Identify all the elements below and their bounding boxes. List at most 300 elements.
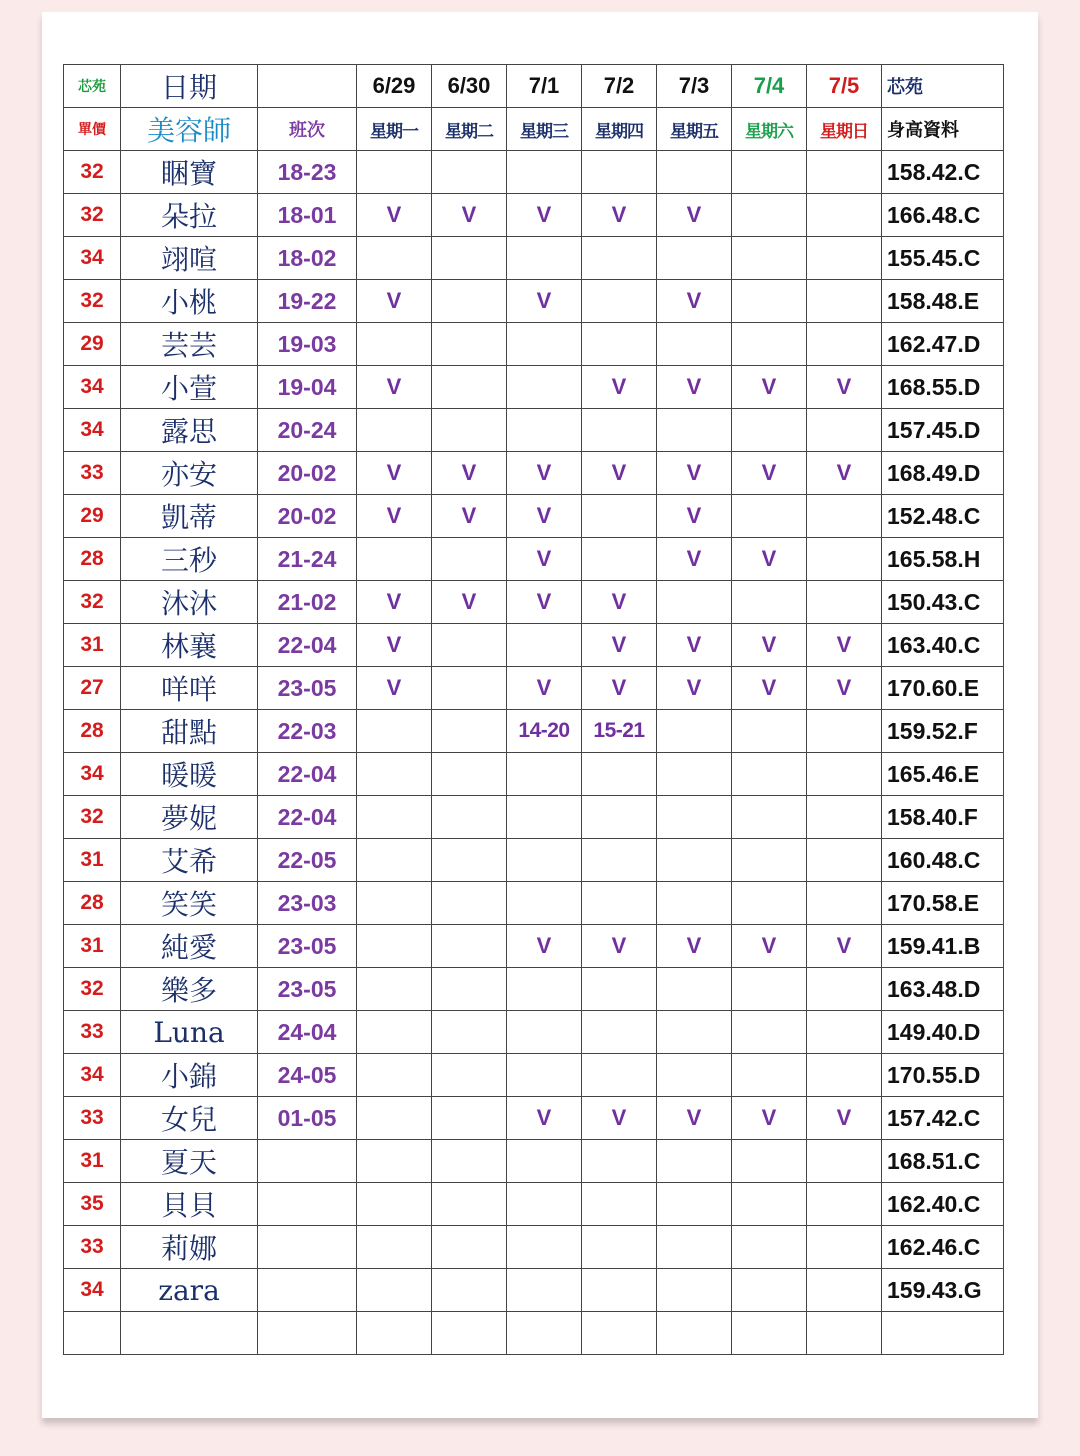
stylist-name-cell: 甜點	[121, 710, 258, 753]
day-mark-cell: V	[807, 366, 882, 409]
day-mark-cell	[807, 710, 882, 753]
stylist-name-cell: 夏天	[121, 1140, 258, 1183]
shift-cell	[258, 1312, 357, 1355]
day-mark-cell: V	[732, 1097, 807, 1140]
day-mark-cell	[432, 667, 507, 710]
stylist-name-cell: 芸芸	[121, 323, 258, 366]
stylist-name-cell: 小萱	[121, 366, 258, 409]
shift-cell	[258, 1269, 357, 1312]
height-data-cell: 159.43.G	[882, 1269, 1004, 1312]
day-mark-cell	[432, 925, 507, 968]
day-mark-cell	[807, 581, 882, 624]
day-mark-cell	[732, 495, 807, 538]
day-mark-cell	[357, 882, 432, 925]
day-mark-cell	[657, 1312, 732, 1355]
day-mark-cell	[507, 1226, 582, 1269]
table-row	[64, 581, 1004, 624]
day-mark-cell	[657, 882, 732, 925]
unit-price-cell: 28	[64, 710, 121, 753]
table-row	[64, 796, 1004, 839]
day-mark-cell	[507, 1312, 582, 1355]
day-mark-cell	[357, 796, 432, 839]
date-label: 日期	[121, 65, 258, 108]
day-mark-cell	[732, 409, 807, 452]
unit-price-cell: 34	[64, 1269, 121, 1312]
header-row-weekdays	[64, 108, 1004, 151]
day-mark-cell	[657, 796, 732, 839]
day-mark-cell: V	[807, 1097, 882, 1140]
height-data-cell: 150.43.C	[882, 581, 1004, 624]
weekday-header-sunday: 星期日	[807, 108, 882, 151]
date-header-sunday: 7/5	[807, 65, 882, 108]
day-mark-cell: V	[432, 581, 507, 624]
day-mark-cell	[807, 1226, 882, 1269]
height-data-cell: 158.42.C	[882, 151, 1004, 194]
day-mark-cell	[507, 796, 582, 839]
unit-price-cell: 32	[64, 194, 121, 237]
day-mark-cell: V	[582, 194, 657, 237]
height-data-cell: 158.48.E	[882, 280, 1004, 323]
day-mark-cell	[732, 1054, 807, 1097]
unit-price-cell: 32	[64, 796, 121, 839]
day-mark-cell	[507, 409, 582, 452]
stylist-name-cell: 莉娜	[121, 1226, 258, 1269]
day-mark-cell	[582, 280, 657, 323]
weekday-header: 星期一	[357, 108, 432, 151]
day-mark-cell: V	[657, 1097, 732, 1140]
stylist-name-cell: 小錦	[121, 1054, 258, 1097]
day-mark-cell	[582, 968, 657, 1011]
shift-cell: 24-05	[258, 1054, 357, 1097]
day-mark-cell	[732, 1312, 807, 1355]
day-mark-cell	[732, 1011, 807, 1054]
day-mark-cell	[807, 1312, 882, 1355]
height-data-cell: 168.55.D	[882, 366, 1004, 409]
table-row	[64, 409, 1004, 452]
day-mark-cell	[807, 323, 882, 366]
day-mark-cell	[657, 409, 732, 452]
day-mark-cell: V	[357, 366, 432, 409]
day-mark-cell	[507, 882, 582, 925]
height-data-cell: 158.40.F	[882, 796, 1004, 839]
unit-price-cell: 32	[64, 968, 121, 1011]
day-mark-cell: V	[432, 194, 507, 237]
day-mark-cell: V	[432, 452, 507, 495]
day-mark-cell	[357, 1140, 432, 1183]
day-mark-cell	[432, 1097, 507, 1140]
day-mark-cell	[507, 151, 582, 194]
day-mark-cell	[732, 1269, 807, 1312]
height-data-cell: 157.42.C	[882, 1097, 1004, 1140]
day-mark-cell	[657, 839, 732, 882]
shift-cell: 23-05	[258, 968, 357, 1011]
table-row	[64, 1140, 1004, 1183]
height-data-cell: 162.47.D	[882, 323, 1004, 366]
day-mark-cell	[732, 753, 807, 796]
table-row	[64, 624, 1004, 667]
height-data-cell: 157.45.D	[882, 409, 1004, 452]
schedule-sheet	[42, 12, 1038, 1418]
unit-price-cell: 28	[64, 538, 121, 581]
day-mark-cell	[432, 409, 507, 452]
stylist-name-cell: 艾希	[121, 839, 258, 882]
shift-label: 班次	[258, 108, 357, 151]
day-mark-cell	[507, 1183, 582, 1226]
shift-cell: 21-24	[258, 538, 357, 581]
stylist-name-cell: 笑笑	[121, 882, 258, 925]
day-mark-cell: V	[657, 925, 732, 968]
day-mark-cell	[357, 538, 432, 581]
day-mark-cell: V	[657, 624, 732, 667]
shift-cell: 21-02	[258, 581, 357, 624]
table-row	[64, 366, 1004, 409]
day-mark-cell	[357, 1097, 432, 1140]
day-mark-cell	[732, 968, 807, 1011]
day-mark-cell	[807, 409, 882, 452]
day-mark-cell	[657, 151, 732, 194]
unit-price-cell: 33	[64, 1097, 121, 1140]
table-row	[64, 1226, 1004, 1269]
day-mark-cell	[807, 194, 882, 237]
day-mark-cell: V	[807, 667, 882, 710]
shift-cell: 18-01	[258, 194, 357, 237]
unit-price-cell: 32	[64, 581, 121, 624]
height-data-cell: 163.48.D	[882, 968, 1004, 1011]
day-mark-cell	[432, 323, 507, 366]
unit-price-cell	[64, 1312, 121, 1355]
day-mark-cell: V	[357, 581, 432, 624]
unit-price-cell: 29	[64, 323, 121, 366]
table-row	[64, 1097, 1004, 1140]
day-mark-cell	[357, 753, 432, 796]
height-data-cell: 168.49.D	[882, 452, 1004, 495]
day-mark-cell	[432, 1054, 507, 1097]
table-row	[64, 237, 1004, 280]
day-mark-cell: V	[507, 194, 582, 237]
day-mark-cell	[357, 409, 432, 452]
height-data-cell: 162.40.C	[882, 1183, 1004, 1226]
blank-header-cell	[258, 65, 357, 108]
shift-cell: 19-22	[258, 280, 357, 323]
header-row-dates	[64, 65, 1004, 108]
shift-cell: 22-04	[258, 753, 357, 796]
day-mark-cell: V	[657, 667, 732, 710]
day-mark-cell	[432, 796, 507, 839]
day-mark-cell	[807, 753, 882, 796]
height-data-cell: 149.40.D	[882, 1011, 1004, 1054]
day-mark-cell	[582, 323, 657, 366]
day-mark-cell	[657, 1183, 732, 1226]
day-mark-cell: V	[357, 624, 432, 667]
stylist-name-cell: Luna	[121, 1011, 258, 1054]
day-mark-cell	[582, 839, 657, 882]
day-mark-cell	[432, 1312, 507, 1355]
table-row	[64, 1269, 1004, 1312]
date-header: 6/30	[432, 65, 507, 108]
day-mark-cell	[582, 1011, 657, 1054]
unit-price-cell: 34	[64, 237, 121, 280]
unit-price-cell: 32	[64, 151, 121, 194]
unit-price-cell: 33	[64, 1226, 121, 1269]
shift-cell: 23-05	[258, 925, 357, 968]
day-mark-cell	[732, 194, 807, 237]
day-mark-cell: V	[507, 495, 582, 538]
day-mark-cell	[732, 1183, 807, 1226]
stylist-name-cell: 貝貝	[121, 1183, 258, 1226]
day-mark-cell	[507, 968, 582, 1011]
day-mark-cell	[807, 1011, 882, 1054]
shift-cell: 23-05	[258, 667, 357, 710]
day-mark-cell	[432, 280, 507, 323]
day-mark-cell	[432, 968, 507, 1011]
day-mark-cell	[432, 710, 507, 753]
day-mark-cell	[582, 538, 657, 581]
unit-price-cell: 34	[64, 753, 121, 796]
day-mark-cell	[657, 323, 732, 366]
table-row	[64, 452, 1004, 495]
stylist-name-cell: 咩咩	[121, 667, 258, 710]
stylist-label: 美容師	[121, 108, 258, 151]
day-mark-cell: 15-21	[582, 710, 657, 753]
day-mark-cell	[357, 1226, 432, 1269]
weekday-header: 星期四	[582, 108, 657, 151]
table-row	[64, 538, 1004, 581]
day-mark-cell	[432, 1269, 507, 1312]
day-mark-cell	[732, 237, 807, 280]
day-mark-cell	[807, 151, 882, 194]
day-mark-cell	[657, 1269, 732, 1312]
day-mark-cell: V	[582, 624, 657, 667]
shift-cell: 20-02	[258, 495, 357, 538]
day-mark-cell	[357, 1054, 432, 1097]
day-mark-cell	[657, 237, 732, 280]
day-mark-cell: V	[507, 452, 582, 495]
day-mark-cell	[732, 710, 807, 753]
table-row	[64, 323, 1004, 366]
day-mark-cell	[507, 366, 582, 409]
day-mark-cell	[507, 753, 582, 796]
day-mark-cell	[732, 882, 807, 925]
day-mark-cell	[432, 753, 507, 796]
day-mark-cell	[807, 839, 882, 882]
day-mark-cell	[807, 1054, 882, 1097]
day-mark-cell: V	[507, 925, 582, 968]
stylist-name-cell: 暖暖	[121, 753, 258, 796]
day-mark-cell: V	[582, 581, 657, 624]
table-row	[64, 753, 1004, 796]
day-mark-cell	[732, 323, 807, 366]
height-data-cell: 152.48.C	[882, 495, 1004, 538]
day-mark-cell: V	[507, 581, 582, 624]
shift-cell: 22-05	[258, 839, 357, 882]
day-mark-cell	[357, 323, 432, 366]
day-mark-cell: V	[432, 495, 507, 538]
day-mark-cell	[357, 839, 432, 882]
unit-price-cell: 34	[64, 409, 121, 452]
weekday-header: 星期五	[657, 108, 732, 151]
day-mark-cell: V	[732, 925, 807, 968]
day-mark-cell	[432, 366, 507, 409]
day-mark-cell: V	[507, 538, 582, 581]
day-mark-cell	[582, 1312, 657, 1355]
day-mark-cell	[357, 925, 432, 968]
stylist-name-cell: 露思	[121, 409, 258, 452]
stylist-name-cell: 沐沐	[121, 581, 258, 624]
day-mark-cell	[807, 538, 882, 581]
right-top-label: 芯苑	[882, 65, 1004, 108]
day-mark-cell	[507, 624, 582, 667]
day-mark-cell	[582, 1183, 657, 1226]
stylist-name-cell: 夢妮	[121, 796, 258, 839]
shift-cell	[258, 1226, 357, 1269]
day-mark-cell	[582, 237, 657, 280]
weekday-header: 星期三	[507, 108, 582, 151]
day-mark-cell: V	[582, 925, 657, 968]
day-mark-cell	[732, 280, 807, 323]
height-data-cell: 168.51.C	[882, 1140, 1004, 1183]
day-mark-cell	[432, 237, 507, 280]
unit-price-label: 單價	[64, 108, 121, 151]
day-mark-cell: V	[732, 538, 807, 581]
unit-price-cell: 33	[64, 1011, 121, 1054]
day-mark-cell: V	[657, 452, 732, 495]
table-row	[64, 495, 1004, 538]
stylist-name-cell: 朵拉	[121, 194, 258, 237]
day-mark-cell	[657, 1011, 732, 1054]
day-mark-cell	[432, 1011, 507, 1054]
day-mark-cell	[432, 151, 507, 194]
corner-top-label: 芯苑	[64, 65, 121, 108]
height-data-cell: 160.48.C	[882, 839, 1004, 882]
day-mark-cell	[807, 495, 882, 538]
day-mark-cell: V	[357, 452, 432, 495]
stylist-name-cell	[121, 1312, 258, 1355]
shift-cell: 01-05	[258, 1097, 357, 1140]
day-mark-cell	[432, 538, 507, 581]
table-row	[64, 839, 1004, 882]
day-mark-cell	[657, 1140, 732, 1183]
day-mark-cell	[582, 796, 657, 839]
stylist-name-cell: zara	[121, 1269, 258, 1312]
shift-cell: 24-04	[258, 1011, 357, 1054]
height-data-cell: 155.45.C	[882, 237, 1004, 280]
day-mark-cell	[582, 1269, 657, 1312]
day-mark-cell	[807, 968, 882, 1011]
day-mark-cell	[732, 1140, 807, 1183]
day-mark-cell: V	[657, 366, 732, 409]
height-data-cell: 170.55.D	[882, 1054, 1004, 1097]
stylist-name-cell: 凱蒂	[121, 495, 258, 538]
day-mark-cell: V	[507, 1097, 582, 1140]
stylist-name-cell: 林襄	[121, 624, 258, 667]
day-mark-cell	[657, 1054, 732, 1097]
day-mark-cell	[432, 1226, 507, 1269]
stylist-name-cell: 翊喧	[121, 237, 258, 280]
shift-cell: 20-02	[258, 452, 357, 495]
stylist-name-cell: 睏寶	[121, 151, 258, 194]
table-row	[64, 151, 1004, 194]
height-data-cell: 159.41.B	[882, 925, 1004, 968]
shift-cell: 22-04	[258, 796, 357, 839]
day-mark-cell: V	[657, 538, 732, 581]
day-mark-cell: V	[807, 624, 882, 667]
day-mark-cell	[732, 581, 807, 624]
stylist-name-cell: 亦安	[121, 452, 258, 495]
day-mark-cell: V	[582, 667, 657, 710]
unit-price-cell: 28	[64, 882, 121, 925]
day-mark-cell: V	[732, 366, 807, 409]
day-mark-cell	[657, 753, 732, 796]
table-row	[64, 1183, 1004, 1226]
day-mark-cell	[582, 409, 657, 452]
day-mark-cell: V	[732, 452, 807, 495]
day-mark-cell: V	[357, 667, 432, 710]
height-data-cell: 170.58.E	[882, 882, 1004, 925]
day-mark-cell	[657, 581, 732, 624]
day-mark-cell	[582, 495, 657, 538]
stylist-name-cell: 小桃	[121, 280, 258, 323]
day-mark-cell	[507, 1269, 582, 1312]
unit-price-cell: 31	[64, 1140, 121, 1183]
height-data-label: 身高資料	[882, 108, 1004, 151]
shift-cell: 22-03	[258, 710, 357, 753]
shift-cell	[258, 1183, 357, 1226]
unit-price-cell: 31	[64, 624, 121, 667]
unit-price-cell: 34	[64, 366, 121, 409]
day-mark-cell	[582, 1054, 657, 1097]
day-mark-cell: V	[582, 366, 657, 409]
date-header: 6/29	[357, 65, 432, 108]
day-mark-cell	[357, 710, 432, 753]
day-mark-cell: V	[507, 280, 582, 323]
day-mark-cell: V	[507, 667, 582, 710]
table-row	[64, 280, 1004, 323]
shift-cell: 18-02	[258, 237, 357, 280]
unit-price-cell: 27	[64, 667, 121, 710]
day-mark-cell	[357, 1011, 432, 1054]
height-data-cell: 165.46.E	[882, 753, 1004, 796]
date-header: 7/2	[582, 65, 657, 108]
date-header: 7/3	[657, 65, 732, 108]
day-mark-cell	[432, 882, 507, 925]
day-mark-cell	[657, 968, 732, 1011]
day-mark-cell	[807, 796, 882, 839]
day-mark-cell	[432, 1140, 507, 1183]
day-mark-cell	[582, 151, 657, 194]
shift-cell: 20-24	[258, 409, 357, 452]
day-mark-cell: V	[657, 495, 732, 538]
table-row	[64, 710, 1004, 753]
day-mark-cell: 14-20	[507, 710, 582, 753]
table-row	[64, 1054, 1004, 1097]
day-mark-cell: V	[357, 194, 432, 237]
table-row	[64, 1011, 1004, 1054]
day-mark-cell	[432, 839, 507, 882]
day-mark-cell	[732, 151, 807, 194]
day-mark-cell	[507, 839, 582, 882]
weekday-header: 星期二	[432, 108, 507, 151]
day-mark-cell	[357, 968, 432, 1011]
table-row	[64, 194, 1004, 237]
day-mark-cell	[807, 1140, 882, 1183]
day-mark-cell	[657, 710, 732, 753]
shift-cell: 23-03	[258, 882, 357, 925]
stylist-name-cell: 三秒	[121, 538, 258, 581]
day-mark-cell	[807, 882, 882, 925]
unit-price-cell: 32	[64, 280, 121, 323]
height-data-cell	[882, 1312, 1004, 1355]
day-mark-cell	[582, 753, 657, 796]
